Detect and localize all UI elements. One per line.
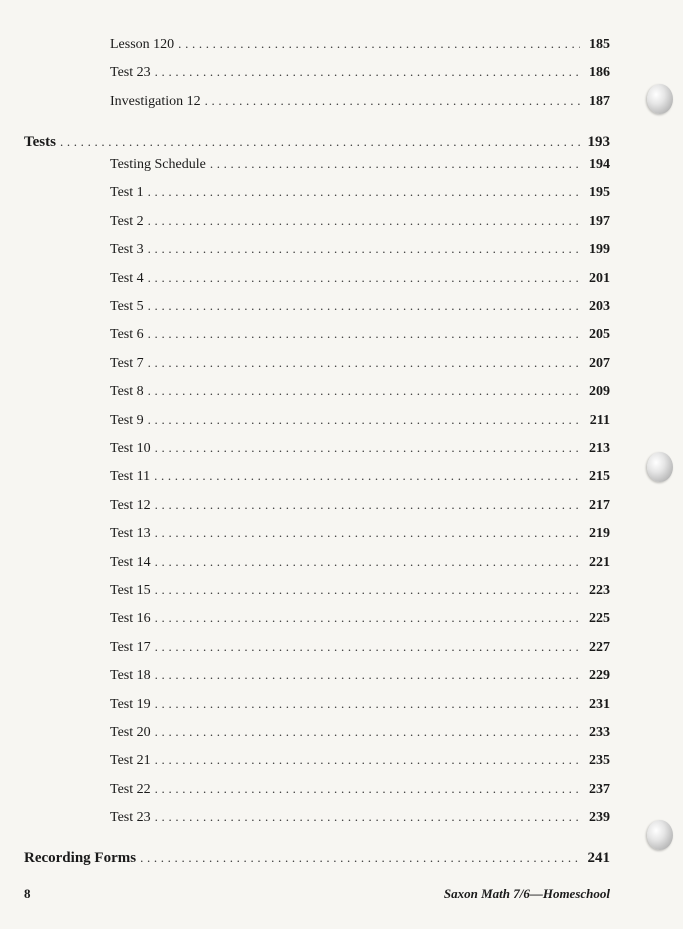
toc-entry-page: 199 (589, 242, 610, 258)
dot-leader (155, 581, 580, 599)
toc-entry-page: 235 (589, 753, 610, 769)
dot-leader (155, 63, 580, 81)
dot-leader (60, 133, 580, 151)
toc-section-tests[interactable] (24, 133, 610, 151)
toc-entry[interactable] (110, 524, 610, 542)
toc-entry-page: 201 (589, 270, 610, 286)
punch-hole (647, 820, 673, 850)
toc-entry-page: 233 (589, 725, 610, 740)
toc-entry-lesson-120[interactable] (110, 35, 610, 53)
toc-entry[interactable] (110, 382, 610, 400)
toc-entry-page: 205 (589, 327, 610, 343)
toc-entry[interactable] (110, 354, 610, 372)
toc-entry-label: Test 17 (110, 639, 151, 655)
toc-entry-label: Test 6 (110, 327, 144, 343)
dot-leader (140, 849, 580, 867)
toc-entry-label: Test 15 (110, 583, 151, 598)
toc-entry-label: Testing Schedule (110, 157, 206, 172)
toc-entry[interactable] (110, 467, 610, 485)
toc-entry-page: 186 (589, 65, 610, 80)
dot-leader (148, 382, 580, 400)
toc-entry-label: Test 19 (110, 696, 151, 712)
toc-entry-page: 195 (589, 185, 610, 201)
toc-entry-page: 223 (589, 583, 610, 598)
toc-entry[interactable] (110, 751, 610, 769)
toc-entry[interactable] (110, 723, 610, 741)
toc-entry[interactable] (110, 212, 610, 230)
toc-entry[interactable] (110, 780, 610, 798)
toc-entry-page: 185 (589, 37, 610, 52)
dot-leader (155, 751, 580, 769)
toc-entry-label: Lesson 120 (110, 37, 175, 52)
dot-leader (155, 666, 580, 684)
toc-entry-page: 239 (589, 810, 610, 826)
toc-entry-label: Test 4 (110, 270, 144, 286)
toc-entry-label: Test 9 (110, 412, 144, 428)
toc-entry-page: 225 (589, 611, 610, 627)
dot-leader (155, 695, 580, 713)
dot-leader (148, 269, 580, 287)
toc-entry-label: Test 11 (110, 469, 151, 485)
toc-section-label: Recording Forms (24, 850, 137, 866)
toc-entry[interactable] (110, 581, 610, 599)
toc-entry-label: Test 7 (110, 355, 144, 371)
toc-entry[interactable] (110, 609, 610, 627)
dot-leader (155, 609, 580, 627)
toc-entry-label: Test 12 (110, 497, 151, 513)
toc-entry[interactable] (110, 666, 610, 684)
toc-section-page: 241 (587, 850, 610, 866)
dot-leader (148, 325, 580, 343)
toc-entry-page: 213 (589, 441, 610, 456)
toc-entry-label: Test 5 (110, 299, 144, 314)
dot-leader (148, 240, 580, 258)
toc-entry-page: 203 (589, 299, 610, 314)
toc-entry-label: Test 1 (110, 185, 144, 201)
toc-entry[interactable] (110, 439, 610, 457)
dot-leader (155, 553, 580, 571)
footer-book-title: Saxon Math 7/6—Homeschool (443, 886, 610, 901)
toc-entry-label: Test 13 (110, 526, 151, 542)
dot-leader (210, 155, 580, 173)
toc-entry[interactable] (110, 269, 610, 287)
dot-leader (178, 35, 580, 53)
toc-entry-label: Test 2 (110, 213, 144, 229)
dot-leader (148, 297, 580, 315)
punch-hole (647, 452, 673, 482)
toc-entry-page: 194 (589, 157, 610, 172)
dot-leader (148, 354, 580, 372)
toc-entry-label: Test 20 (110, 725, 151, 740)
toc-entry[interactable] (110, 496, 610, 514)
toc-entry-label: Test 8 (110, 384, 144, 400)
toc-entry[interactable] (110, 155, 610, 173)
toc-entry[interactable] (110, 325, 610, 343)
toc-entry-page: 221 (589, 554, 610, 570)
dot-leader (155, 496, 580, 514)
toc-entry[interactable] (110, 240, 610, 258)
toc-entry-page: 207 (589, 355, 610, 371)
dot-leader (155, 524, 580, 542)
footer-page-number: 8 (24, 886, 31, 901)
toc-entry-label: Test 3 (110, 242, 144, 258)
toc-entry-label: Test 21 (110, 753, 151, 769)
dot-leader (155, 723, 580, 741)
dot-leader (154, 467, 580, 485)
toc-entry-label: Test 16 (110, 611, 151, 627)
toc-entry-page: 215 (589, 469, 610, 485)
toc-entry-page: 197 (589, 213, 610, 229)
toc-entry-page: 217 (589, 497, 610, 513)
toc-section-page: 193 (587, 134, 610, 150)
toc-entry[interactable] (110, 297, 610, 315)
dot-leader (155, 808, 580, 826)
toc-entry[interactable] (110, 553, 610, 571)
toc-entry[interactable] (110, 808, 610, 826)
toc-entry-label: Test 23 (110, 65, 151, 80)
dot-leader (155, 638, 580, 656)
toc-entry-test-23[interactable] (110, 63, 610, 81)
toc-section-label: Tests (24, 134, 56, 150)
toc-entry-page: 231 (589, 696, 610, 712)
toc-entry-label: Test 18 (110, 668, 151, 684)
toc-entry-page: 237 (589, 781, 610, 797)
toc-entry-page: 227 (589, 639, 610, 655)
punch-hole (647, 84, 673, 114)
toc-entry-page: 211 (589, 412, 610, 428)
toc-entry-page: 187 (589, 94, 610, 109)
toc-entry-label: Test 10 (110, 441, 151, 456)
toc-entry[interactable] (110, 411, 610, 429)
dot-leader (155, 439, 580, 457)
toc-entry-label: Test 14 (110, 554, 151, 570)
toc-entry-label: Test 23 (110, 810, 151, 826)
dot-leader (205, 92, 580, 110)
dot-leader (148, 212, 580, 230)
toc-entry-page: 229 (589, 668, 610, 684)
dot-leader (155, 780, 580, 798)
toc-entry-label: Test 22 (110, 781, 151, 797)
toc-entry-page: 209 (589, 384, 610, 400)
toc-section-recording-forms[interactable] (24, 849, 610, 867)
toc-entry-investigation-12[interactable] (110, 92, 610, 110)
toc-entry[interactable] (110, 638, 610, 656)
dot-leader (148, 183, 580, 201)
dot-leader (148, 411, 580, 429)
toc-entry[interactable] (110, 695, 610, 713)
toc-entry-page: 219 (589, 526, 610, 542)
toc-entry-label: Investigation 12 (110, 94, 201, 109)
toc-entry[interactable] (110, 183, 610, 201)
